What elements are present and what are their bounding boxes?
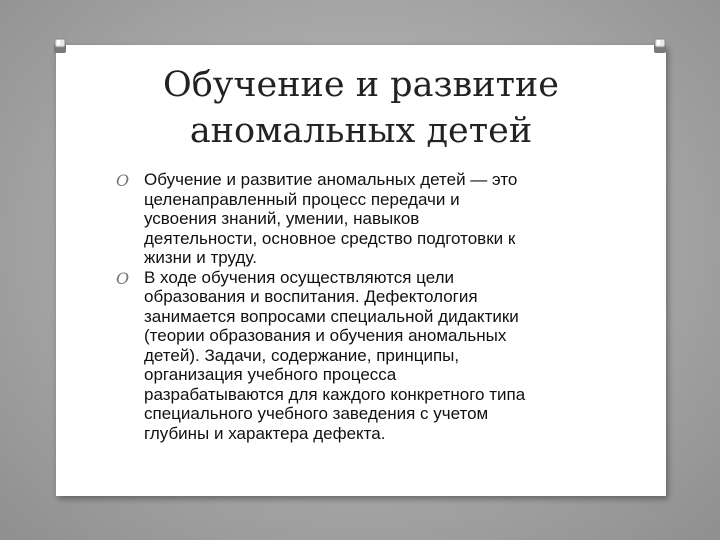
pushpin-icon bbox=[52, 36, 68, 54]
bullet-line: образования и воспитания. Дефектология bbox=[144, 287, 478, 306]
bullet-line: разрабатываются для каждого конкретного типа bbox=[144, 384, 526, 404]
bullet-line: целенаправленный процесс передачи и bbox=[144, 189, 460, 209]
pushpin-icon bbox=[652, 36, 668, 54]
bullet-line: (теории образования и обучения аномальных bbox=[144, 326, 507, 345]
bullet-line: жизни и труду. bbox=[144, 248, 257, 267]
bullet-line: усвоения знаний, умении, навыков bbox=[144, 209, 420, 228]
bullet-item bbox=[115, 170, 605, 268]
bullet-marker-icon: O bbox=[116, 171, 130, 190]
bullet-line: организация учебного процесса bbox=[144, 365, 397, 384]
bullet-list bbox=[115, 170, 605, 443]
bullet-line: Обучение и развитие аномальных детей — это bbox=[144, 170, 518, 189]
bullet-marker-icon: O bbox=[116, 268, 130, 288]
bullet-line: детей). Задачи, содержание, принципы, bbox=[144, 345, 460, 365]
title-line: аномальных детей bbox=[189, 111, 533, 151]
bullet-line: занимается вопросами специальной дидактики bbox=[144, 306, 519, 326]
title-line: Обучение и развитие bbox=[163, 65, 559, 105]
bullet-line: глубины и характера дефекта. bbox=[144, 423, 386, 443]
bullet-line: В ходе обучения осуществляются цели bbox=[144, 267, 455, 287]
bullet-line: деятельности, основное средство подготовки к bbox=[144, 228, 516, 248]
bullet-item bbox=[115, 268, 605, 444]
slide-title bbox=[56, 62, 666, 154]
bullet-line: специального учебного заведения с учетом bbox=[144, 404, 489, 423]
